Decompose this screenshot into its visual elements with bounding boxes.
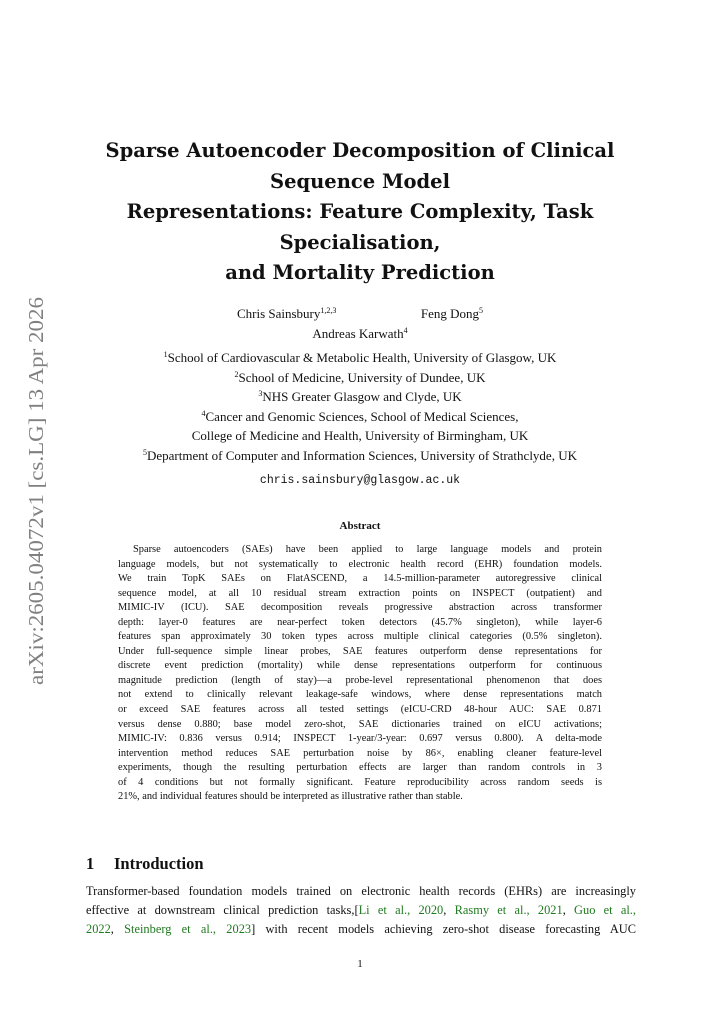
author-affil-sup: 4 <box>403 325 408 335</box>
abstract-line: discrete event prediction (mortality) while dense representations outperform for continuous <box>118 660 602 672</box>
abstract-line: Under full-sequence simple linear probes, SAE features outperform dense representations for <box>118 645 602 657</box>
abstract-line: language models, but not systematically to electronic health record (EHR) foundation models. <box>118 558 602 570</box>
affiliation: $^1$School of Cardiovascular & Metabolic Health, University of Glasgow, UK <box>163 350 557 365</box>
abstract-line: or exceed SAE features across all tested settings (eICU-CRD 48-hour AUC: SAE 0.871 <box>118 704 602 716</box>
paper-title <box>100 136 620 289</box>
author-affil-sup: 5 <box>479 306 484 315</box>
abstract-line: not extend to clinically relevant leakage-safe windows, where dense representations match <box>118 689 602 701</box>
author-name: Feng Dong <box>420 306 480 321</box>
author-row <box>100 304 620 324</box>
contact-email[interactable]: chris.sainsbury@glasgow.ac.uk <box>259 474 461 487</box>
title-line: Specialisation, <box>279 230 441 254</box>
abstract-line: Sparse autoencoders (SAEs) have been applied to large language models and protein <box>133 544 602 555</box>
abstract-line: experiments, though the resulting perturbation effects are larger than random controls in 3 <box>118 762 602 774</box>
affiliation: $^4$Cancer and Genomic Sciences, School of Medical Sciences, <box>201 408 519 424</box>
section-heading-introduction <box>86 854 204 874</box>
abstract-heading: Abstract <box>339 520 381 532</box>
citation-link[interactable]: Rasmy et al., 2021 <box>454 903 563 917</box>
abstract-line: features span approximately 30 token types across multiple clinical categories (0.5% singleton). <box>118 631 602 643</box>
section-number: 1 <box>86 854 95 873</box>
author-list <box>100 304 620 343</box>
abstract-line: We train TopK SAEs on FlatASCEND, a 14.5-million-parameter autoregressive clinical <box>118 573 602 585</box>
intro-line: 2022, Steinberg et al., 2023] with recent models achieving zero-shot disease forecasting AUC <box>86 922 637 936</box>
abstract-line: intervention method reduces SAE perturbation noise by 86×, enabling cleaner feature-level <box>118 747 602 759</box>
abstract-body <box>118 543 602 805</box>
affiliation: College of Medicine and Health, University of Birmingham, UK <box>191 428 529 443</box>
title-line: Representations: Feature Complexity, Task <box>126 200 594 223</box>
abstract-line: depth: layer-0 features are near-perfect token detectors (45.7% singleton), while layer-6 <box>118 616 602 628</box>
abstract-line: of 4 conditions but not formally significant. Feature reproducibility across random seeds is <box>118 776 602 788</box>
citation-link[interactable]: Steinberg et al., 2023 <box>124 922 252 936</box>
intro-line: Transformer-based foundation models trained on electronic health records (EHRs) are increasingly <box>86 884 636 898</box>
affiliation: $^5$Department of Computer and Information Sciences, University of Strathclyde, UK <box>143 447 577 463</box>
citation-link[interactable]: 2022 <box>86 922 111 936</box>
intro-line: effective at downstream clinical prediction tasks,[Li et al., 2020, Rasmy et al., 2021, Guo et al., <box>86 903 636 917</box>
arxiv-stamp <box>18 295 52 685</box>
abstract-line: sequence model, at all 10 residual stream extraction points on INSPECT (outpatient) and <box>118 587 602 599</box>
citation-link[interactable]: Li et al., 2020 <box>358 903 444 917</box>
title-line: and Mortality Prediction <box>225 261 495 284</box>
affiliation-list <box>80 348 640 465</box>
page-number: 1 <box>357 958 363 970</box>
title-line: Sequence Model <box>270 169 450 193</box>
affiliation: $^3$NHS Greater Glasgow and Clyde, UK <box>258 389 462 404</box>
abstract-line: MIMIC-IV: 0.836 versus 0.914; INSPECT 1-year/3-year: 0.697 versus 0.800). A delta-mode <box>118 733 602 745</box>
title-line: Sparse Autoencoder Decomposition of Clinical <box>105 139 615 162</box>
abstract-line: versus dense 0.880; base model zero-shot, SAE dictionaries trained on eICU activations; <box>118 718 602 730</box>
author-affil-sup: 1,2,3 <box>320 306 337 315</box>
author-name: Andreas Karwath <box>312 325 404 341</box>
abstract-line: magnitude prediction (length of stay)—a probe-level representational phenomenon that does <box>118 674 602 686</box>
author-row <box>100 324 620 344</box>
abstract-line: 21%, and individual features should be interpreted as illustrative rather than stable. <box>118 791 463 803</box>
section-title: Introduction <box>114 854 204 873</box>
arxiv-stamp-text: arXiv:2605.04072v1 [cs.LG] 13 Apr 2026 <box>24 330 48 685</box>
citation-link[interactable]: Guo et al., <box>574 903 636 917</box>
abstract-line: MIMIC-IV (ICU). SAE decomposition reveals progressive abstraction across transformer <box>118 602 602 614</box>
author-name: Chris Sainsbury <box>236 306 321 321</box>
affiliation: $^2$School of Medicine, University of Dundee, UK <box>234 369 486 385</box>
introduction-body <box>86 882 636 939</box>
